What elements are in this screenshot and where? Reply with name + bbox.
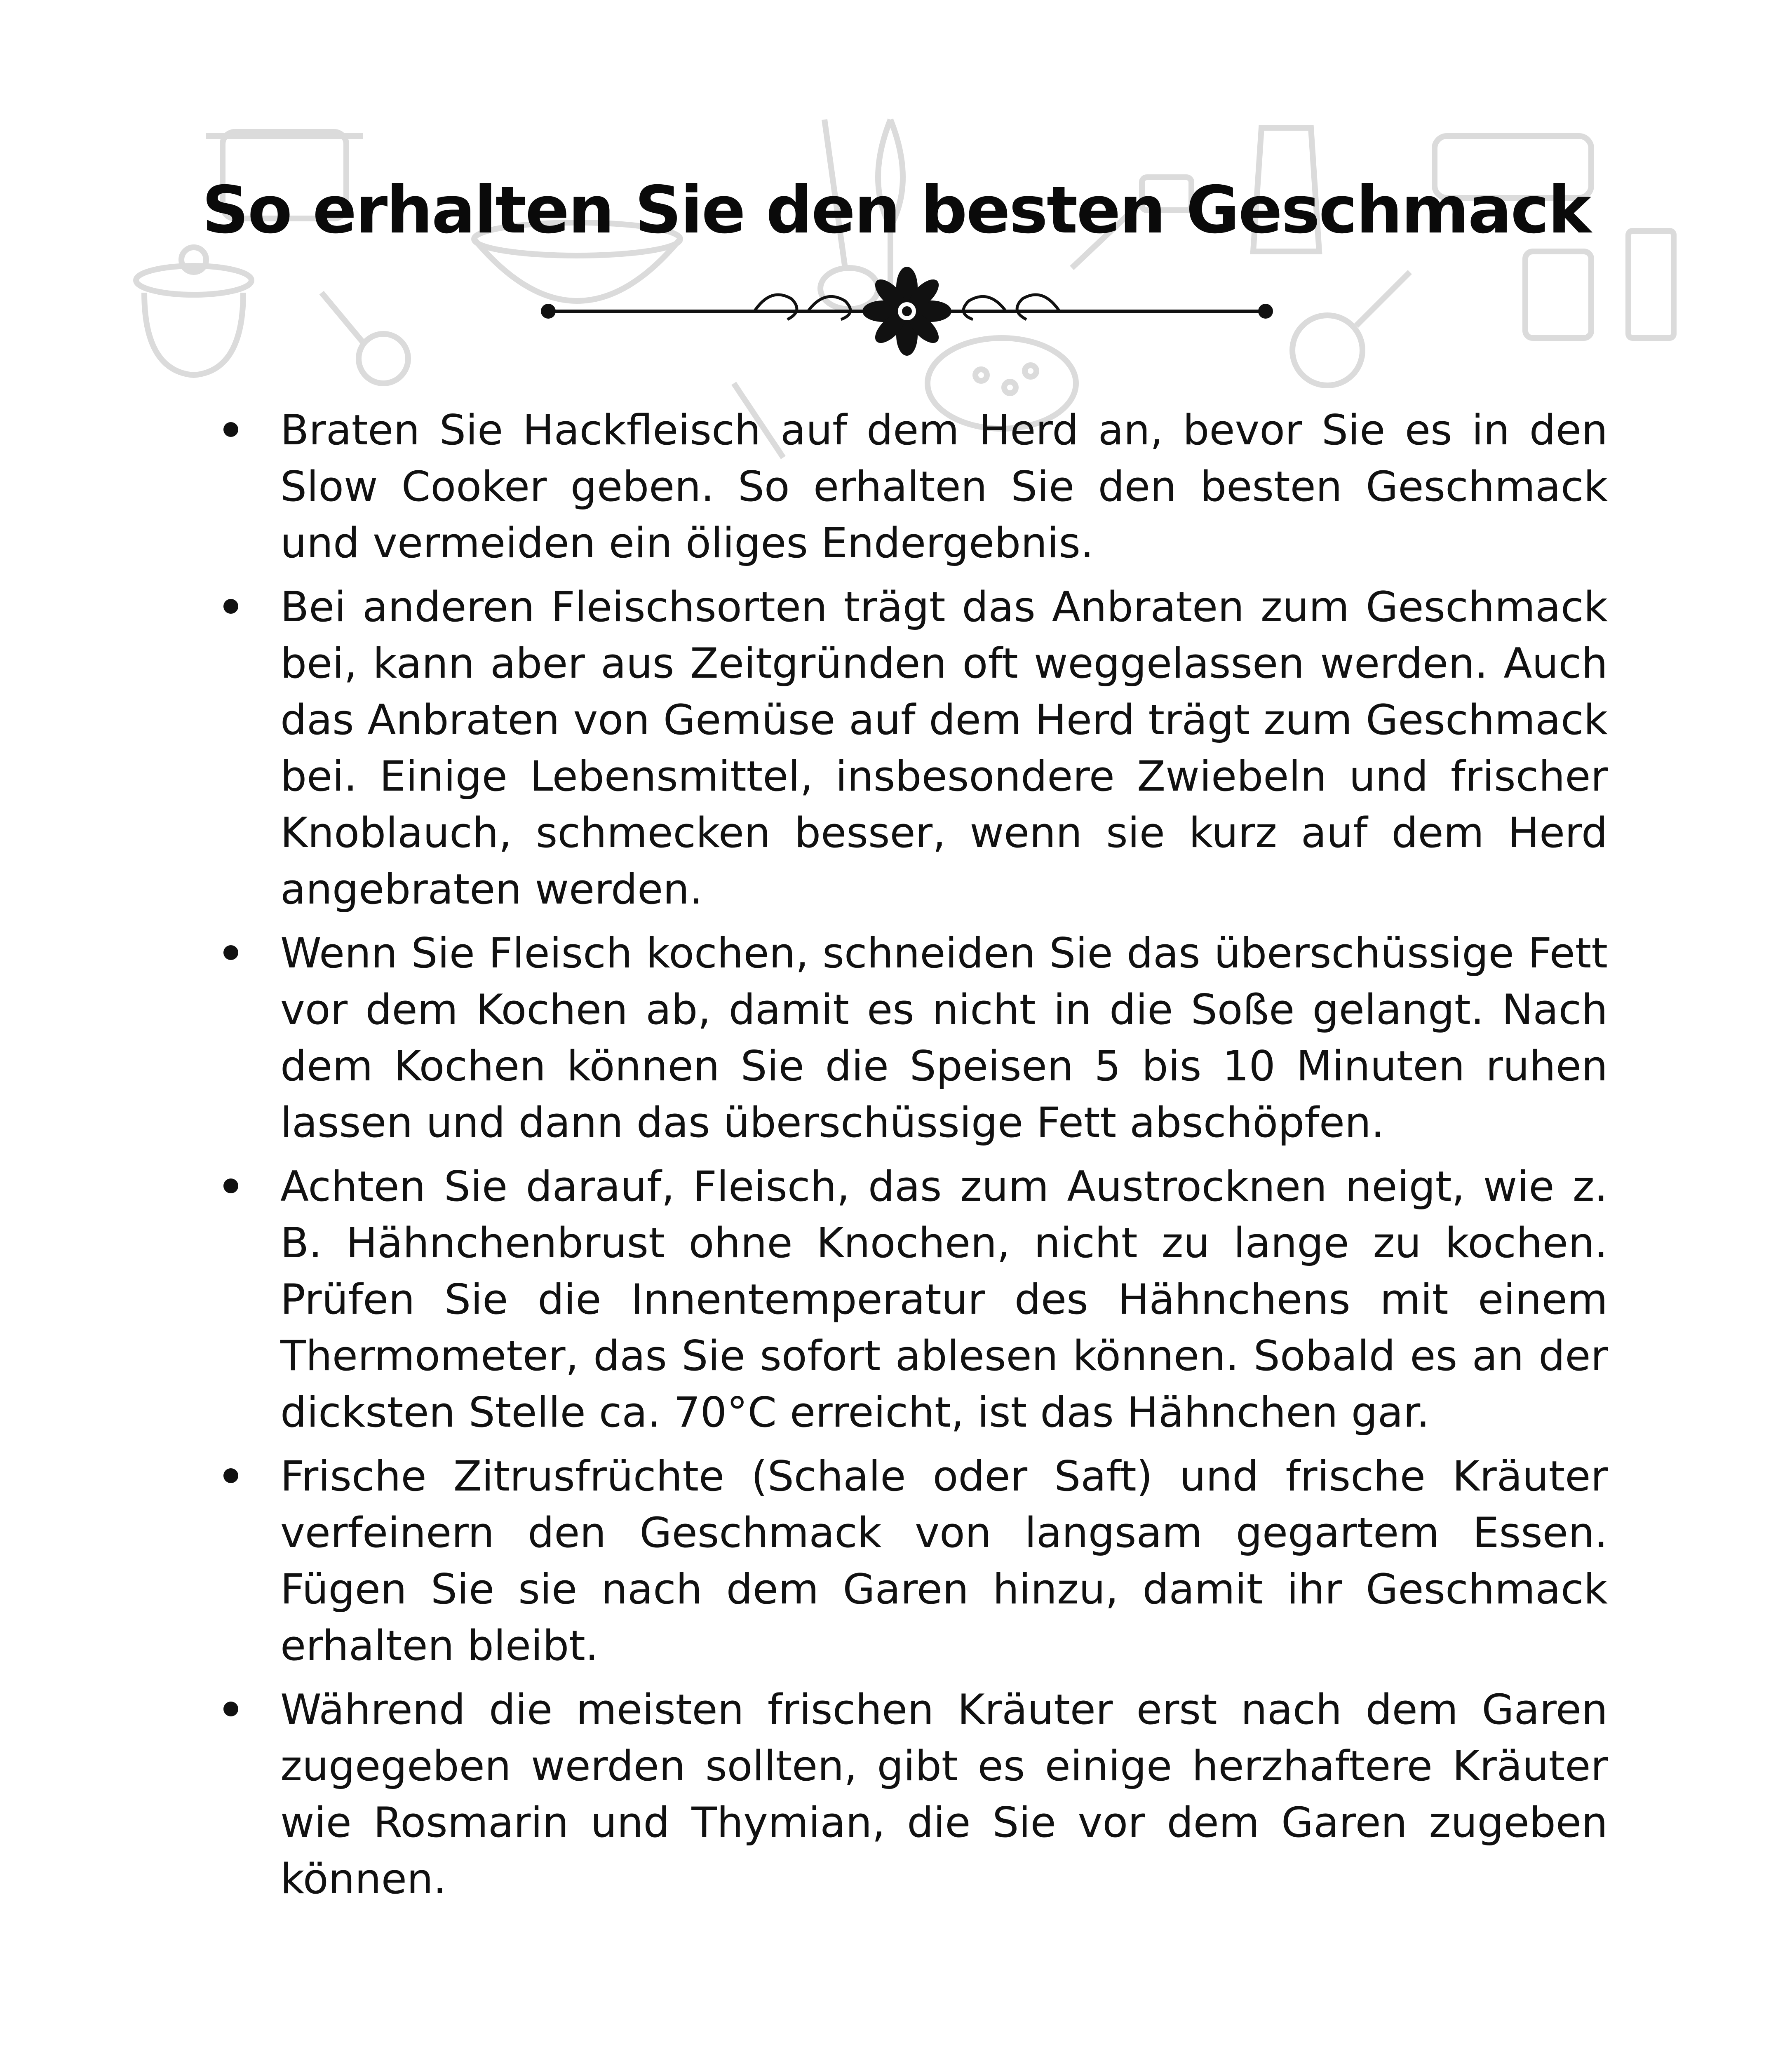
list-item bbox=[214, 1158, 1608, 1441]
tips-list bbox=[214, 402, 1608, 1907]
list-item-text: Braten Sie Hackfleisch auf dem Herd an, bevor Sie es in den Slow Cooker geben. So erhalten Sie den besten Geschmack und vermeiden ein öliges Endergebnis. bbox=[280, 406, 1608, 567]
list-item-text: Frische Zitrusfrüchte (Schale oder Saft) und frische Kräuter verfeinern den Geschmack von langsam gegartem Essen. Fügen Sie sie nach dem Garen hinzu, damit ihr Geschmack erhalten bleibt. bbox=[280, 1452, 1608, 1670]
flower-ornament-icon bbox=[540, 264, 1274, 359]
list-item bbox=[214, 925, 1608, 1151]
list-item bbox=[214, 402, 1608, 571]
list-item-text: Wenn Sie Fleisch kochen, schneiden Sie das überschüssige Fett vor dem Kochen ab, damit es nicht in die Soße gelangt. Nach dem Kochen können Sie die Speisen 5 bis 10 Minuten ruhen lassen und dann das überschüssige Fett abschöpfen. bbox=[280, 929, 1608, 1147]
list-item bbox=[214, 1681, 1608, 1907]
bullet-icon bbox=[223, 945, 238, 960]
list-item-text: Während die meisten frischen Kräuter erst nach dem Garen zugegeben werden sollten, gibt es einige herzhaftere Kräuter wie Rosmarin und Thymian, die Sie vor dem Garen zugeben können. bbox=[280, 1685, 1608, 1903]
page-title: So erhalten Sie den besten Geschmack bbox=[202, 172, 1590, 248]
bullet-icon bbox=[223, 1468, 238, 1483]
list-item-text: Bei anderen Fleischsorten trägt das Anbraten zum Geschmack bei, kann aber aus Zeitgründen oft weggelassen werden. Auch das Anbraten von Gemüse auf dem Herd trägt zum Geschmack bei. Einige Lebensmittel, insbesondere Zwiebeln und frischer Knoblauch, schmecken besser, wenn sie kurz auf dem Herd angebraten werden. bbox=[280, 582, 1608, 913]
list-item bbox=[214, 1448, 1608, 1674]
list-item-text: Achten Sie darauf, Fleisch, das zum Austrocknen neigt, wie z. B. Hähnchenbrust ohne Knochen, nicht zu lange zu kochen. Prüfen Sie die Innentemperatur des Hähnchens mit einem Thermometer, das Sie sofort ablesen können. Sobald es an der dicksten Stelle ca. 70°C erreicht, ist das Hähnchen gar. bbox=[280, 1162, 1608, 1437]
tips-list-container bbox=[214, 402, 1608, 1915]
bullet-icon bbox=[223, 599, 238, 614]
list-item bbox=[214, 579, 1608, 918]
bullet-icon bbox=[223, 1178, 238, 1193]
bullet-icon bbox=[223, 1702, 238, 1716]
bullet-icon bbox=[223, 422, 238, 437]
